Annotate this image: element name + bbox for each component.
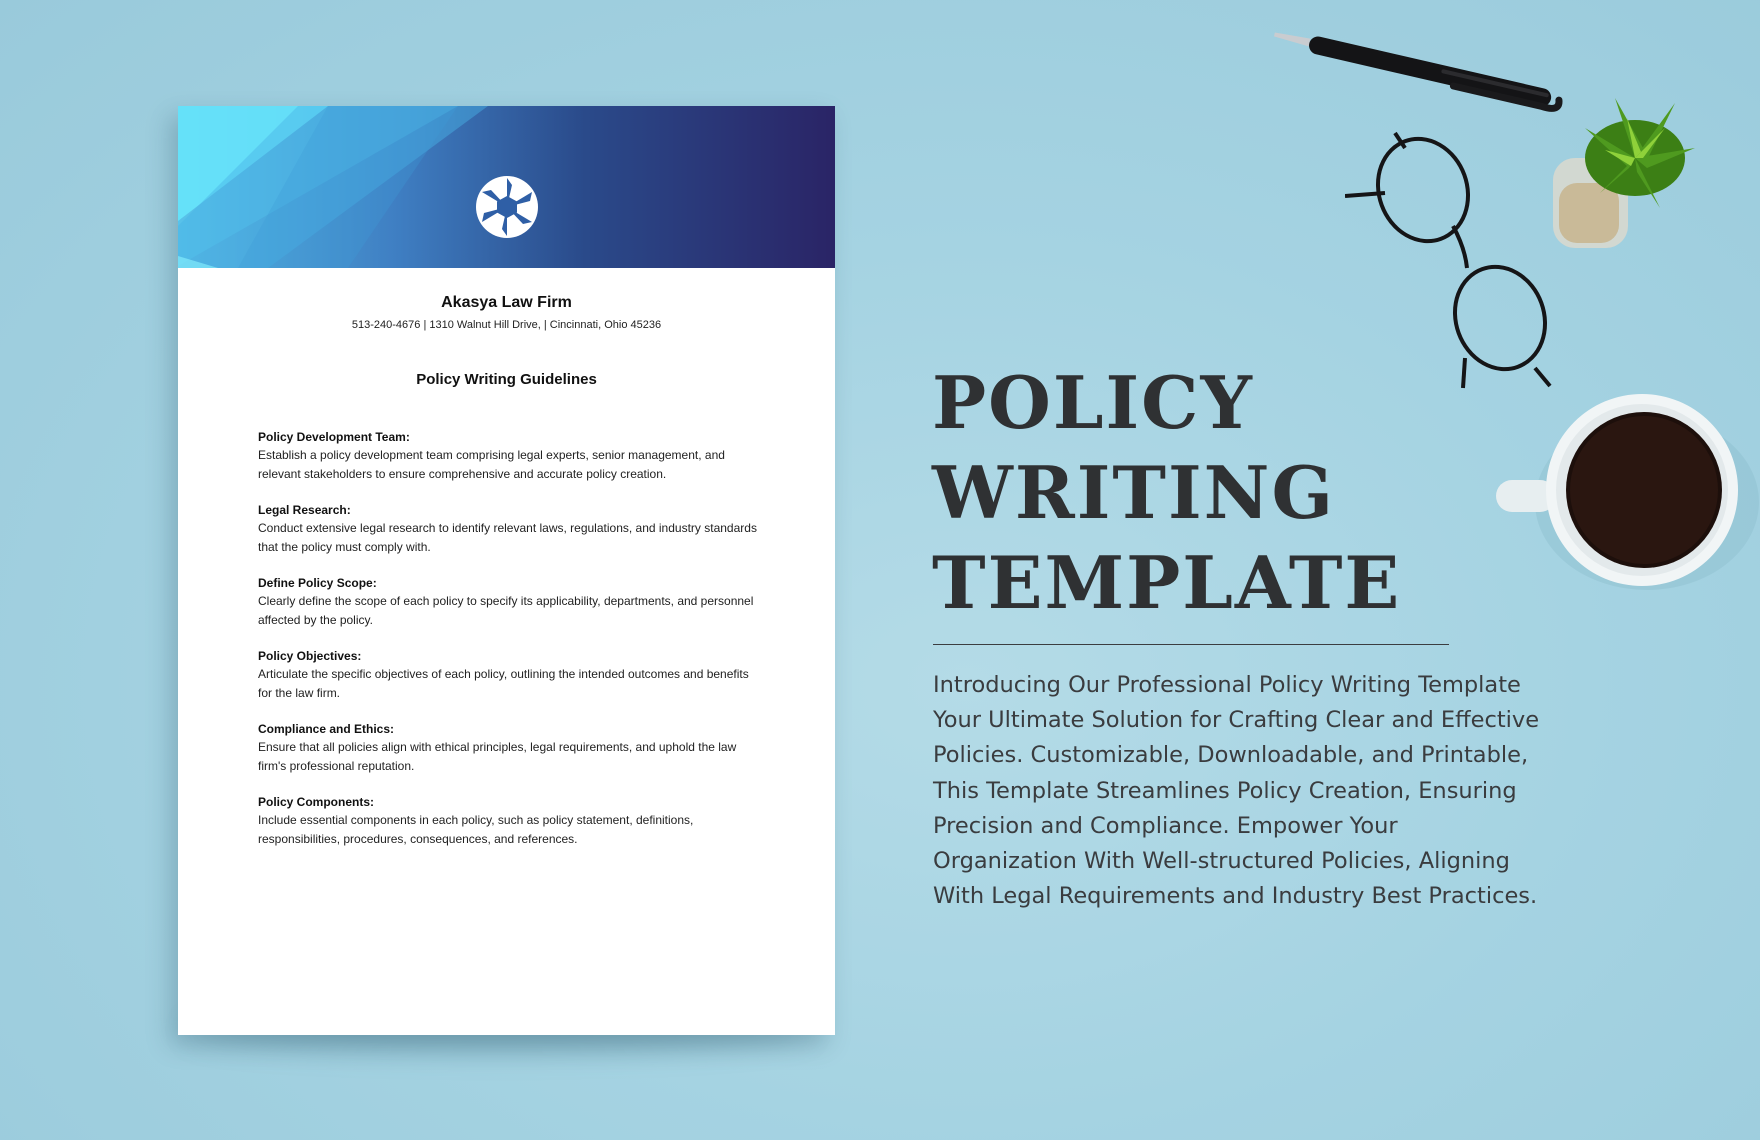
document-title: Policy Writing Guidelines — [416, 371, 597, 388]
firm-address: 513-240-4676 | 1310 Walnut Hill Drive, | Cincinnati, Ohio 45236 — [351, 319, 662, 331]
section-text: Conduct extensive legal research to identify relevant laws, regulations, and industry standards that the policy must comply with. — [258, 521, 757, 554]
promo-title-line: POLICY — [932, 360, 1254, 445]
section-text: Establish a policy development team comprising legal experts, senior management, and relevant stakeholders to ensure comprehensive and accurate policy creation. — [258, 448, 725, 481]
section-define-policy-scope — [258, 574, 758, 629]
guideline-sections — [258, 428, 758, 848]
section-policy-components — [258, 793, 758, 848]
promo-title-line: TEMPLATE — [932, 540, 1402, 625]
section-heading: Policy Development Team: — [258, 430, 410, 444]
section-heading: Compliance and Ethics: — [258, 722, 395, 736]
promo-title-line: WRITING — [932, 450, 1335, 535]
section-heading: Define Policy Scope: — [258, 576, 377, 590]
section-text: Clearly define the scope of each policy to specify its applicability, departments, and personnel affected by the policy. — [258, 594, 754, 627]
firm-name: Akasya Law Firm — [441, 294, 572, 311]
promo-title — [932, 358, 1401, 628]
section-policy-objectives — [258, 647, 758, 702]
coffee-cup-illustration — [1492, 390, 1760, 590]
section-heading: Legal Research: — [258, 503, 351, 517]
section-heading: Policy Objectives: — [258, 649, 362, 663]
promo-description: Introducing Our Professional Policy Writing Template Your Ultimate Solution for Crafting Clear and Effective Policies. Customizable, Downloadable, and Printable, This Template Streamlines Policy Creation, Ensuring Precision and Compliance. Empower Your Organization With Well-structured Policies, Aligning With Legal Requirements and Industry Best Practices. — [933, 672, 1540, 910]
section-heading: Policy Components: — [258, 795, 375, 809]
section-text: Ensure that all policies align with ethical principles, legal requirements, and uphold the law firm's professional reputation. — [258, 740, 737, 773]
section-compliance-and-ethics — [258, 720, 758, 775]
section-text: Include essential components in each policy, such as policy statement, definitions, responsibilities, procedures, consequences, and references. — [258, 813, 694, 846]
document-header-banner — [178, 106, 835, 268]
camera-aperture-icon — [476, 176, 538, 238]
section-policy-development-team — [258, 428, 758, 483]
succulent-plant-illustration — [1545, 88, 1715, 268]
section-text: Articulate the specific objectives of each policy, outlining the intended outcomes and benefits for the law firm. — [258, 667, 749, 700]
promo-divider — [933, 644, 1449, 645]
policy-document-page — [178, 106, 835, 1035]
section-legal-research — [258, 501, 758, 556]
